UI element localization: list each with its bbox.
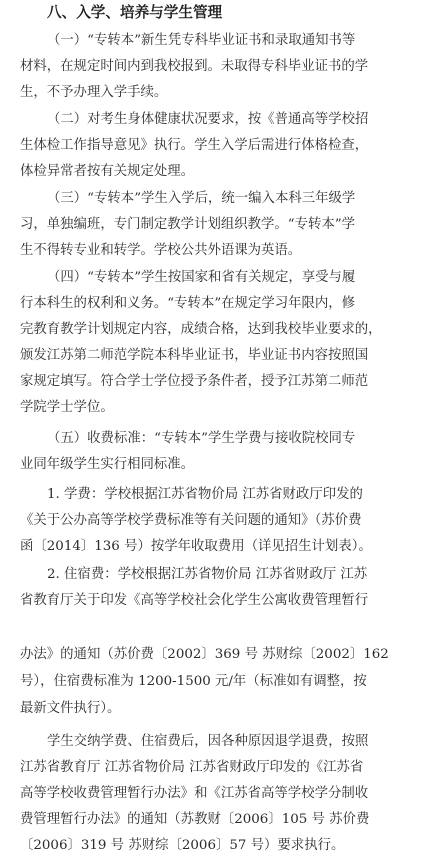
paragraph-8-line-3: 高等学校收费管理暂行办法》和《江苏省高等学校学分制收 (20, 786, 369, 801)
paragraph-7-line-5: 最新文件执行）。 (20, 701, 121, 716)
paragraph-1-line-3: 生，不予办理入学手续。 (20, 85, 168, 100)
paragraph-8-line-2: 江苏省教育厅 江苏省物价局 江苏省财政厅印发的《江苏省 (20, 760, 364, 775)
paragraph-6-line-3: 函〔2014〕136 号）按学年收取费用（详见招生计划表）。 (20, 539, 372, 554)
paragraph-2-line-3: 体检异常者按有关规定处理。 (20, 164, 195, 179)
paragraph-4-line-3: 完教育教学计划规定内容，成绩合格，达到我校毕业要求的， (20, 322, 382, 337)
paragraph-8-line-1: 学生交纳学费、住宿费后，因各种原因退学退费，按照 (47, 734, 369, 749)
paragraph-3-line-3: 生不得转专业和转学。学校公共外语课为英语。 (20, 243, 302, 258)
paragraph-8-line-4: 费管理暂行办法》的通知（苏教财〔2006〕105 号 苏价费 (20, 812, 370, 827)
paragraph-4-line-4: 颁发江苏第二师范学院本科毕业证书，毕业证书内容按照国 (20, 348, 369, 363)
paragraph-7-line-3: 办法》的通知（苏价费〔2002〕369 号 苏财综〔2002〕162 (20, 647, 389, 662)
paragraph-2-line-1: （二）对考生身体健康状况要求，按《普通高等学校招 (47, 112, 369, 127)
paragraph-7-line-4: 号），住宿费标准为 1200-1500 元/年（标准如有调整，按 (20, 674, 367, 689)
paragraph-4-line-6: 学院学士学位。 (20, 400, 114, 415)
paragraph-4-line-2: 行本科生的权利和义务。“专转本”在规定学习年限内，修 (20, 296, 356, 311)
paragraph-5-line-2: 业同年级学生实行相同标准。 (20, 457, 195, 472)
paragraph-4-line-5: 家规定填写。符合学士学位授予条件者，授予江苏第二师范 (20, 374, 369, 389)
paragraph-1-line-2: 材料，在规定时间内到我校报到。未取得专科毕业证书的学 (20, 59, 369, 74)
paragraph-6-line-2: 《关于公办高等学校学费标准等有关问题的通知》（苏价费 (20, 513, 362, 528)
paragraph-1-line-1: （一）“专转本”新生凭专科毕业证书和录取通知书等 (47, 33, 356, 48)
section-heading: 八、入学、培养与学生管理 (47, 4, 223, 21)
paragraph-3-line-2: 习，单独编班，专门制定教学计划组织教学。“专转本”学 (20, 217, 356, 232)
paragraph-2-line-2: 生体检工作指导意见》执行。学生入学后需进行体格检查， (20, 138, 369, 153)
paragraph-7-line-1: 2. 住宿费：学校根据江苏省物价局 江苏省财政厅 江苏 (47, 567, 368, 582)
paragraph-5-line-1: （五）收费标准：“专转本”学生学费与接收院校同专 (47, 431, 356, 446)
paragraph-8-line-5: 〔2006〕319 号 苏财综〔2006〕57 号）要求执行。 (20, 838, 345, 853)
paragraph-3-line-1: （三）“专转本”学生入学后，统一编入本科三年级学 (47, 191, 356, 206)
paragraph-6-line-1: 1. 学费：学校根据江苏省物价局 江苏省财政厅印发的 (47, 487, 363, 502)
paragraph-4-line-1: （四）“专转本”学生按国家和省有关规定，享受与履 (47, 270, 356, 285)
paragraph-7-line-2: 省教育厅关于印发《高等学校社会化学生公寓收费管理暂行 (20, 593, 369, 608)
